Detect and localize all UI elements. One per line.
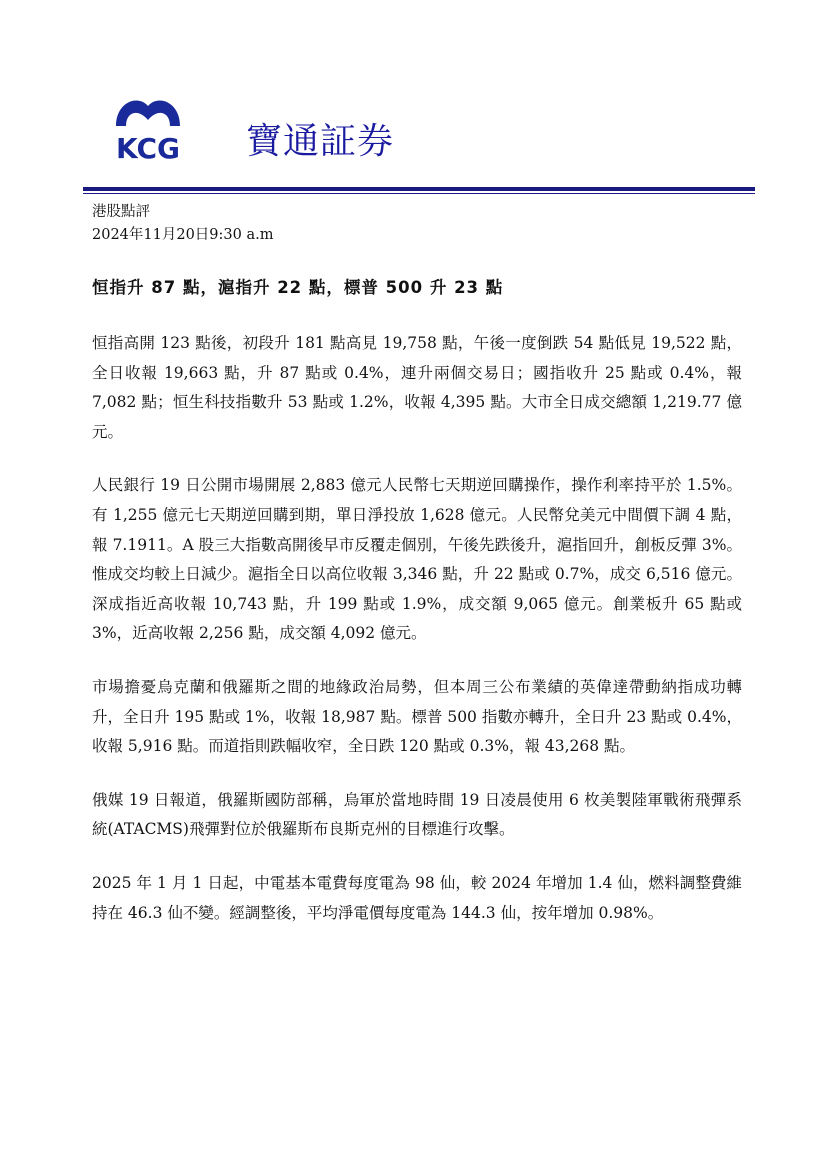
report-datetime: 2024年11月20日9:30 a.m — [92, 227, 274, 243]
paragraph-electricity: 2025 年 1 月 1 日起，中電基本電費每度電為 98 仙，較 2024 年增加 1.4 仙，燃料調整費維持在 46.3 仙不變。經調整後，平均淨電價每度電為 144.3 仙，按年增加 0.98%。 — [92, 873, 742, 922]
header-divider-thin — [83, 193, 755, 194]
section-label: 港股點評 — [92, 204, 150, 220]
paragraph-geopolitics: 俄媒 19 日報道，俄羅斯國防部稱，烏軍於當地時間 19 日凌晨使用 6 枚美製陸軍戰術飛彈系統(ATACMS)飛彈對位於俄羅斯布良斯克州的目標進行攻擊。 — [92, 790, 742, 839]
kcg-logo — [108, 92, 188, 164]
brand-name: 寶通証券 — [246, 121, 395, 162]
paragraph-china-market: 人民銀行 19 日公開市場開展 2,883 億元人民幣七天期逆回購操作，操作利率持平於 1.5%。有 1,255 億元七天期逆回購到期，單日淨投放 1,628 億元。人民幣兌美元中間價下調 4 點，報 7.1911。A 股三大指數高開後早市反覆走個別，午後先跌後升，滬指回升，創板反彈 3%。惟成交均較上日減少。滬指全日以高位收報 3,346 點，升 22 點或 0.7%，成交 6,516 億元。深成指近高收報 10,743 點，升 199 點或 1.9%，成交額 9,065 億元。創業板升 65 點或 3%，近高收報 2,256 點，成交額 4,092 億元。 — [92, 476, 742, 643]
header-divider — [83, 187, 755, 191]
paragraph-us-market: 市場擔憂烏克蘭和俄羅斯之間的地緣政治局勢，但本周三公布業績的英偉達帶動納指成功轉升，全日升 195 點或 1%，收報 18,987 點。標普 500 指數亦轉升，全日升 23 點或 0.4%，收報 5,916 點。而道指則跌幅收窄，全日跌 120 點或 0.3%，報 43,268 點。 — [92, 677, 742, 756]
headline: 恒指升 87 點，滬指升 22 點，標普 500 升 23 點 — [92, 278, 504, 297]
logo-text: KCG — [116, 132, 180, 164]
report-meta — [92, 201, 273, 247]
paragraph-hk-market: 恒指高開 123 點後，初段升 181 點高見 19,758 點，午後一度倒跌 54 點低見 19,522 點，全日收報 19,663 點，升 87 點或 0.4%，連升兩個交易日；國指收升 25 點或 0.4%，報 7,082 點；恒生科技指數升 53 點或 1.2%，收報 4,395 點。大市全日成交總額 1,219.77 億元。 — [92, 334, 742, 441]
article-body — [92, 329, 742, 928]
